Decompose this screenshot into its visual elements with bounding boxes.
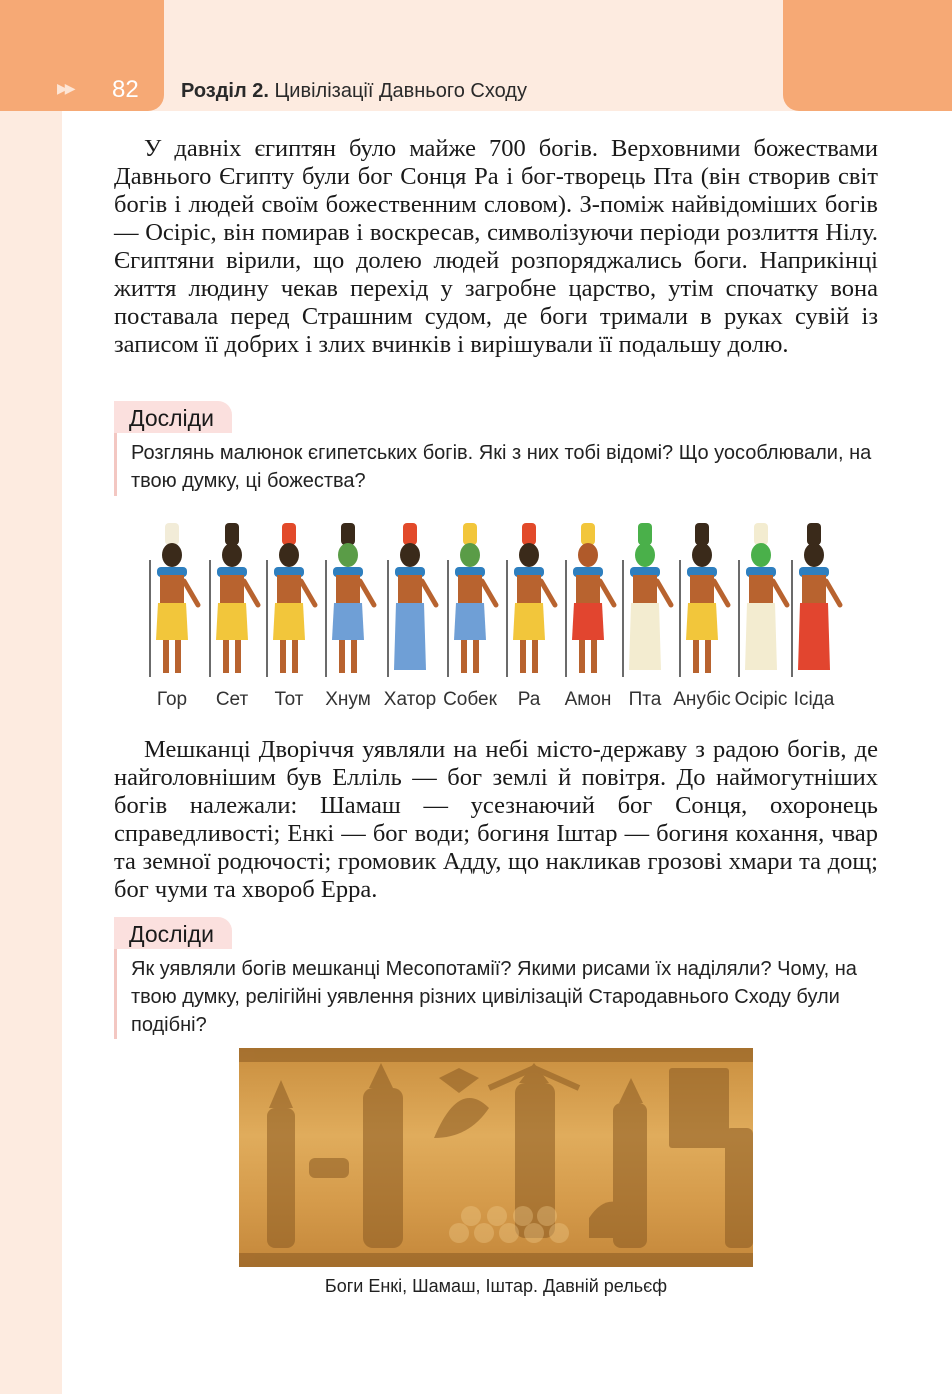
explore-box-egypt: [114, 401, 883, 496]
god-figure-torso: [398, 575, 422, 605]
god-figure-head: [519, 543, 539, 567]
god-figure-torso: [458, 575, 482, 605]
god-figure-leg: [163, 640, 169, 673]
god-figure-arm: [773, 581, 787, 605]
god-figure-torso: [749, 575, 773, 605]
god-figure-arm: [600, 581, 614, 605]
god-figure-head: [578, 543, 598, 567]
god-figure-torso: [690, 575, 714, 605]
god-figure-skirt: [745, 603, 777, 670]
god-figure-head: [751, 543, 771, 567]
god-figure-leg: [693, 640, 699, 673]
god-figure-torso: [576, 575, 600, 605]
page-number: 82: [112, 76, 139, 103]
god-figure-crown: [341, 523, 355, 545]
explore-question: Розглянь малюнок єгипетських богів. Які з них тобі відомі? Що уособлювали, на твою думку, ці божества?: [131, 442, 872, 492]
god-figure-arm: [657, 581, 671, 605]
explore-tag: Досліди: [114, 917, 232, 949]
god-figure-skirt: [156, 603, 188, 640]
god-figure-crown: [463, 523, 477, 545]
god-label: Хатор: [383, 689, 437, 710]
god-figure-head: [279, 543, 299, 567]
god-figure-leg: [705, 640, 711, 673]
god-figure-head: [222, 543, 242, 567]
god-figure-head: [338, 543, 358, 567]
god-figure-head: [635, 543, 655, 567]
god-figure-head: [400, 543, 420, 567]
god-figure-head: [692, 543, 712, 567]
god-figure-crown: [754, 523, 768, 545]
god-figure-crown: [282, 523, 296, 545]
double-arrow-icon: ▶▶: [57, 81, 73, 97]
god-figure-arm: [184, 581, 198, 605]
god-figure-torso: [160, 575, 184, 605]
god-figure-leg: [292, 640, 298, 673]
page-number-tab: [0, 0, 164, 111]
god-label: Пта: [628, 689, 662, 710]
god-figure-skirt: [513, 603, 545, 640]
relief-caption: Боги Енкі, Шамаш, Іштар. Давній рельєф: [324, 1276, 668, 1296]
god-figure-leg: [235, 640, 241, 673]
god-label: Ісіда: [793, 689, 835, 710]
gods-figures: [140, 505, 852, 685]
god-figure-skirt: [572, 603, 604, 640]
paragraph-egypt: У давніх єгиптян було майже 700 богів. Верховними божествами Давнього Єгипту були бог Сонця Ра і бог-творець Пта (він створив світ богів і людей своїм божественним словом). З-поміж найвідоміших богів — Осіріс, він помирав і воскресав, символізуючи періоди розлиття Нілу. Єгиптяни вірили, що долею людей розпоряджались боги. Наприкінці життя людину чекав перехід у загробне царство, утім спочатку вона поставала перед Страшним судом, де боги тримали в руках сувій із записом її добрих і злих вчинків і вирішували її подальшу долю.: [114, 135, 878, 358]
god-label: Амон: [564, 689, 612, 710]
god-figure-head: [460, 543, 480, 567]
god-figure-leg: [473, 640, 479, 673]
god-figure-leg: [175, 640, 181, 673]
explore-tag: Досліди: [114, 401, 232, 433]
god-figure-arm: [541, 581, 555, 605]
god-figure-skirt: [629, 603, 661, 670]
god-figure-crown: [695, 523, 709, 545]
god-figure-arm: [422, 581, 436, 605]
god-label: Гор: [156, 689, 188, 710]
god-figure-skirt: [332, 603, 364, 640]
god-figure-skirt: [394, 603, 426, 670]
god-label: Хнум: [325, 689, 371, 710]
god-figure-torso: [336, 575, 360, 605]
explore-question: Як уявляли богів мешканці Месопотамії? Якими рисами їх наділяли? Чому, на твою думку, релігійні уявлення різних цивілізацій Стародавнього Сходу були подібні?: [131, 958, 857, 1036]
god-figure-leg: [520, 640, 526, 673]
god-figure-torso: [802, 575, 826, 605]
god-label: Тот: [274, 689, 304, 710]
god-figure-crown: [581, 523, 595, 545]
god-figure-crown: [165, 523, 179, 545]
god-figure-crown: [522, 523, 536, 545]
god-figure-skirt: [454, 603, 486, 640]
god-label: Сет: [215, 689, 249, 710]
god-label: Собек: [443, 689, 497, 710]
god-figure-skirt: [798, 603, 830, 670]
god-figure-crown: [225, 523, 239, 545]
god-figure-torso: [220, 575, 244, 605]
explore-box-mesopotamia: [114, 917, 883, 1039]
god-figure-leg: [591, 640, 597, 673]
god-label: Осіріс: [734, 689, 788, 710]
god-figure-skirt: [216, 603, 248, 640]
god-figure-skirt: [686, 603, 718, 640]
god-figure-arm: [360, 581, 374, 605]
god-figure-crown: [403, 523, 417, 545]
section-title: Цивілізації Давнього Сходу: [274, 80, 527, 102]
god-figure-arm: [714, 581, 728, 605]
god-figure-leg: [579, 640, 585, 673]
god-figure-crown: [638, 523, 652, 545]
god-label: Ра: [517, 689, 541, 710]
god-figure-arm: [301, 581, 315, 605]
god-figure-leg: [532, 640, 538, 673]
god-figure-arm: [244, 581, 258, 605]
god-figure-skirt: [273, 603, 305, 640]
left-margin-strip: [0, 0, 62, 1394]
god-figure-torso: [517, 575, 541, 605]
god-figure-arm: [826, 581, 840, 605]
god-figure-torso: [633, 575, 657, 605]
god-figure-leg: [351, 640, 357, 673]
god-label: Анубіс: [673, 689, 731, 710]
corner-tab: [783, 0, 952, 111]
god-figure-crown: [807, 523, 821, 545]
god-figure-head: [162, 543, 182, 567]
section-label: Розділ 2.: [181, 80, 269, 102]
god-figure-torso: [277, 575, 301, 605]
mesopotamian-relief-image: [239, 1048, 753, 1267]
egyptian-gods-illustration: [140, 505, 852, 721]
paragraph-mesopotamia: Мешканці Дворіччя уявляли на небі місто-державу з радою богів, де найголовнішим був Елліль — бог землі й повітря. До наймогутніших богів належали: Шамаш — усезнаючий бог Сонця, охоронець справедливості; Енкі — бог води; богиня Іштар — богиня кохання, чвар та земної родючості; громовик Адду, що накликав грозові хмари та дощ; бог чуми та хвороб Ерра.: [114, 736, 878, 903]
relief-figures: [239, 1048, 753, 1267]
god-figure-leg: [461, 640, 467, 673]
god-figure-arm: [482, 581, 496, 605]
god-figure-head: [804, 543, 824, 567]
god-figure-leg: [280, 640, 286, 673]
god-figure-leg: [339, 640, 345, 673]
running-head: [181, 80, 527, 103]
god-figure-leg: [223, 640, 229, 673]
